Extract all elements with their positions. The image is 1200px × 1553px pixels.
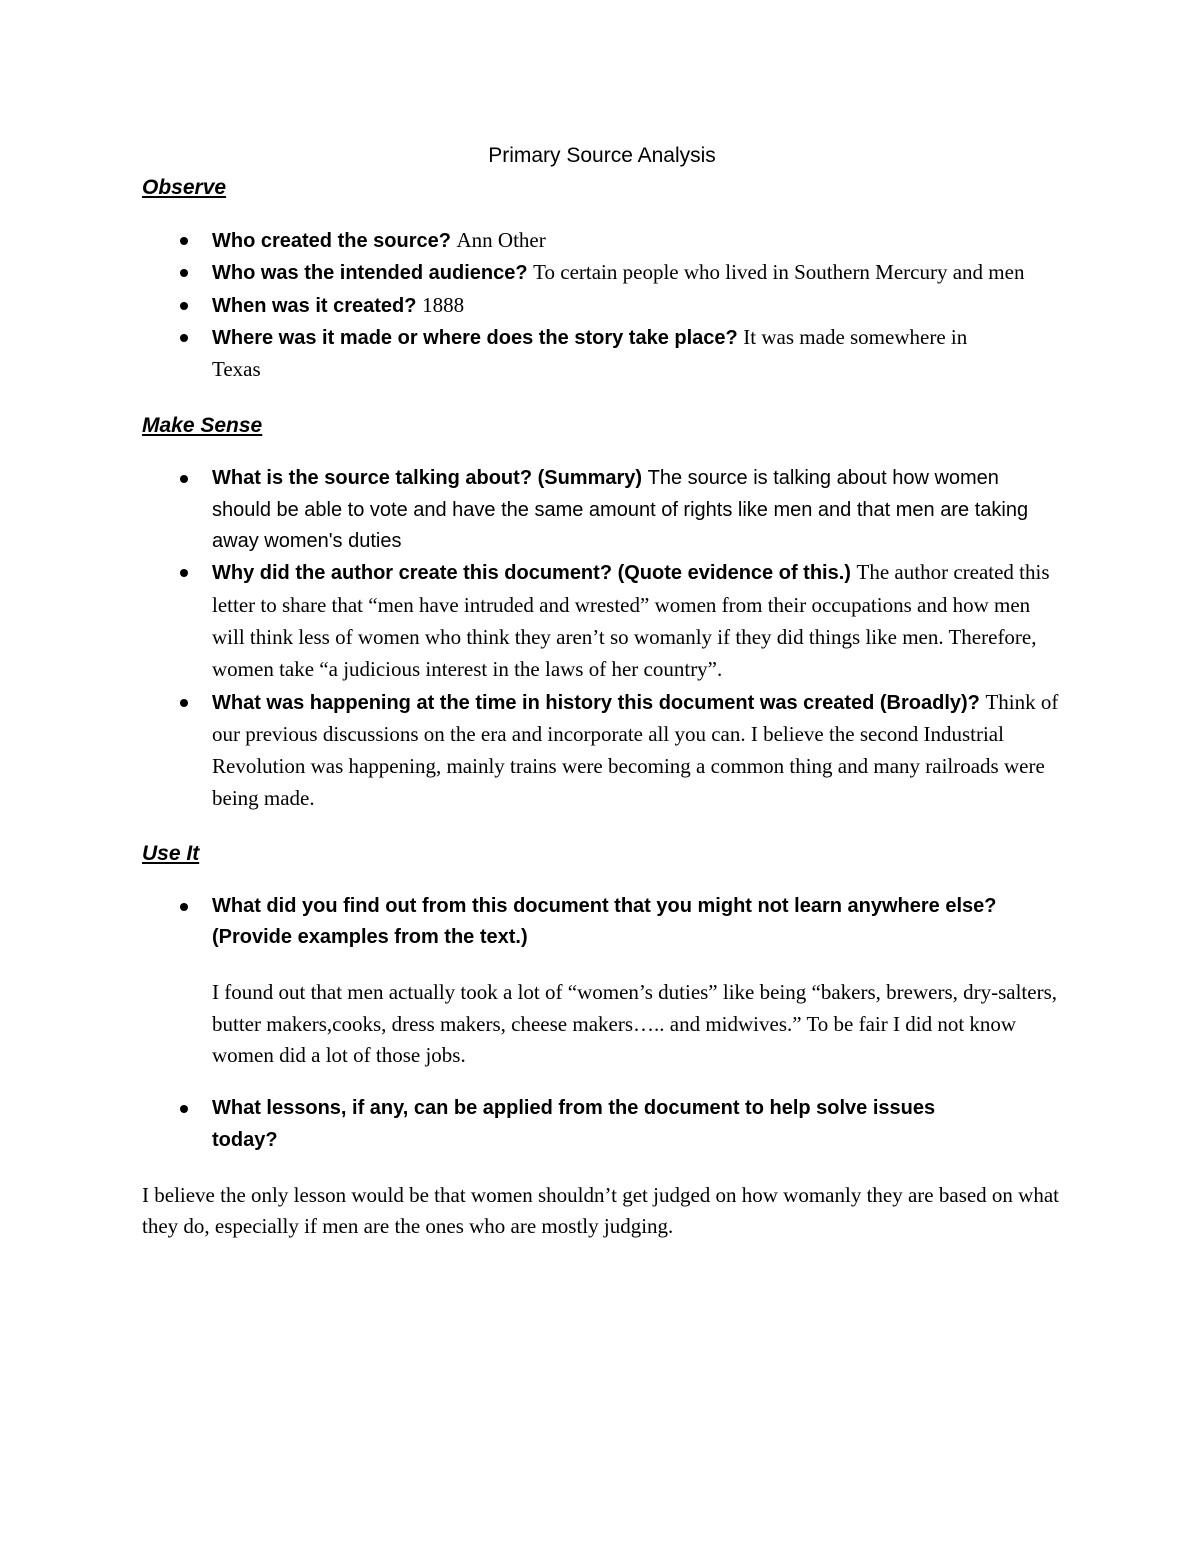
document-page	[142, 140, 1062, 1242]
bullet-icon	[180, 269, 188, 277]
page-title: Primary Source Analysis	[488, 144, 716, 167]
bullet-icon	[180, 302, 188, 310]
use-it-list-1	[142, 891, 1062, 954]
answer-text: Ann Other	[456, 228, 546, 252]
bullet-icon	[180, 903, 188, 911]
bullet-icon	[180, 1105, 188, 1113]
answer-text: Think of our previous discussions on the era and incorporate all you can. I believe the second Industrial Revolution was happening, mainly trains were becoming a common thing and many railroads were being made.	[212, 689, 1059, 811]
list-item	[142, 290, 1062, 322]
list-item	[142, 557, 1062, 686]
list-item	[142, 322, 1062, 387]
question-text: Who created the source?	[212, 230, 457, 252]
bullet-icon	[180, 237, 188, 245]
bullet-icon	[180, 334, 188, 342]
list-item	[142, 891, 1062, 954]
question-text: What was happening at the time in history this document was created (Broadly)?	[212, 691, 986, 714]
question-text: Who was the intended audience?	[212, 262, 534, 285]
question-text: Why did the author create this document? (Quote evidence of this.)	[212, 562, 857, 585]
section-heading-make-sense: Make Sense	[142, 414, 263, 438]
list-item	[142, 225, 1062, 257]
list-item	[142, 1093, 1062, 1156]
question-text: Where was it made or where does the story take place?	[212, 326, 744, 349]
answer-paragraph: I believe the only lesson would be that women shouldn’t get judged on how womanly they are based on what they do, especially if men are the ones who are mostly judging.	[142, 1182, 1060, 1239]
question-text: What did you find out from this document that you might not learn anywhere else? (Provide examples from the text.)	[212, 894, 997, 949]
answer-text: To certain people who lived in Southern Mercury and men	[533, 260, 1025, 285]
answer-text: The source is talking about how women should be able to vote and have the same amount of rights like men and that men are taking away women's duties	[212, 467, 1029, 553]
make-sense-list	[142, 463, 1062, 815]
section-heading-use-it: Use It	[142, 841, 200, 865]
use-it-list-2	[142, 1093, 1062, 1156]
question-text: When was it created?	[212, 294, 423, 317]
bullet-icon	[180, 569, 188, 577]
question-text: What lessons, if any, can be applied from the document to help solve issues today?	[212, 1097, 936, 1151]
list-item	[142, 257, 1062, 289]
bullet-icon	[180, 475, 188, 483]
bullet-icon	[180, 699, 188, 707]
list-item	[142, 687, 1062, 816]
answer-text: The author created this letter to share that “men have intruded and wrested” women from their occupations and how men will think less of women who think they aren’t so womanly if they did things like men. Therefore, women take “a judicious interest in the laws of her country”.	[212, 560, 1050, 682]
list-item	[142, 463, 1062, 557]
answer-text: It was made somewhere in Texas	[212, 324, 968, 382]
observe-list	[142, 225, 1062, 386]
question-text: What is the source talking about? (Summary)	[212, 467, 648, 490]
answer-paragraph: I found out that men actually took a lot of “women’s duties” like being “bakers, brewers, dry-salters, butter makers,cooks, dress makers, cheese makers….. and midwives.” To be fair I did not know women did a lot of those jobs.	[212, 980, 1058, 1067]
section-heading-observe: Observe	[142, 176, 227, 199]
answer-text: 1888	[422, 292, 465, 317]
